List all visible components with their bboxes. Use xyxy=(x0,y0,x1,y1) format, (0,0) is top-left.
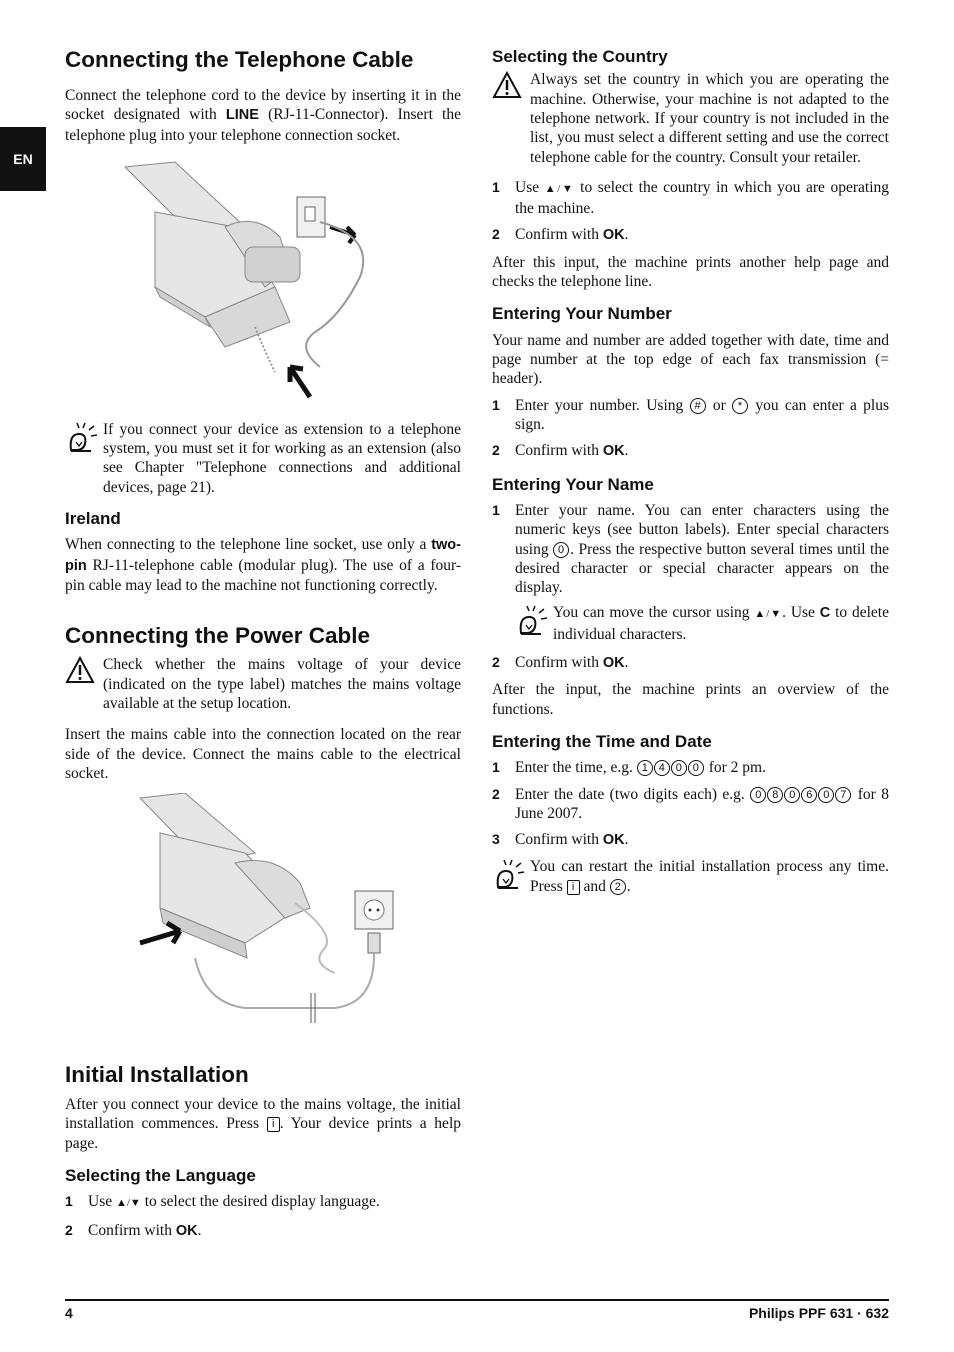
step-number: 1 xyxy=(492,396,500,413)
name-heading: Entering Your Name xyxy=(492,474,654,494)
digit-key: 0 xyxy=(818,787,834,803)
ireland-text-a: When connecting to the telephone line socket, use only a xyxy=(65,536,432,554)
step-text: Confirm with xyxy=(515,442,603,460)
left-column xyxy=(65,42,461,1241)
step-text: for 2 pm. xyxy=(704,759,766,777)
language-step-2 xyxy=(65,1221,461,1241)
step-text: Confirm with xyxy=(515,654,603,671)
step-text: . xyxy=(624,442,629,460)
power-cable-heading: Connecting the Power Cable xyxy=(65,623,371,649)
fax-telephone-image xyxy=(115,157,415,407)
ok-key-label: OK xyxy=(602,655,625,671)
digit-key: 0 xyxy=(784,787,800,803)
digit-key: 8 xyxy=(767,787,783,803)
c-key-label: C xyxy=(819,605,831,622)
digit-key: 7 xyxy=(835,787,851,803)
digit-key: 4 xyxy=(654,760,670,776)
digit-key: 2 xyxy=(610,879,626,895)
initial-installation-heading: Initial Installation xyxy=(65,1062,249,1088)
ireland-heading: Ireland xyxy=(65,509,121,529)
step-text: . xyxy=(624,654,629,671)
power-cable-illustration xyxy=(135,793,461,1028)
warning-triangle-icon xyxy=(492,70,530,166)
number-step-1 xyxy=(492,396,889,435)
warning-triangle-icon xyxy=(65,655,103,713)
star-key: * xyxy=(732,398,748,414)
note-text: You can restart the initial installation process any time. Press xyxy=(530,858,889,895)
step-text: . xyxy=(624,831,629,849)
step-text: you can enter a plus sign. xyxy=(515,396,889,433)
note-text: and xyxy=(579,877,610,895)
step-text: for 8 June 2007. xyxy=(515,785,889,822)
footer-rule xyxy=(65,1299,889,1301)
ireland-paragraph xyxy=(65,535,461,595)
tip-lightbulb-icon xyxy=(65,420,103,497)
step-number: 1 xyxy=(492,759,500,776)
power-warning xyxy=(65,655,461,713)
telephone-text-b: (RJ-11-Connector). Insert the telephone plug into your telephone connection socket. xyxy=(65,106,461,144)
arrow-keys-icon: ▲/▼ xyxy=(754,608,783,621)
step-text: to select the country in which you are operating the machine. xyxy=(515,178,890,218)
step-number: 3 xyxy=(492,831,500,848)
name-after-paragraph: After the input, the machine prints an overview of the functions. xyxy=(492,681,889,718)
digit-key: 6 xyxy=(801,787,817,803)
step-number: 2 xyxy=(492,654,500,670)
country-warning xyxy=(492,70,889,166)
country-after-paragraph: After this input, the machine prints another help page and checks the telephone line. xyxy=(492,253,889,291)
note-text: . xyxy=(626,877,631,895)
note-text: . Use xyxy=(782,604,820,622)
telephone-text-a: Connect the telephone cord to the device by inserting it in the socket designated with xyxy=(65,87,461,124)
digit-key: 0 xyxy=(688,760,704,776)
note-text: to delete individual characters. xyxy=(553,604,889,643)
digit-key: 1 xyxy=(637,760,653,776)
telephone-note xyxy=(65,420,461,497)
step-text: Enter your number. Using xyxy=(515,396,690,414)
step-number: 1 xyxy=(65,1193,73,1210)
language-heading: Selecting the Language xyxy=(65,1166,256,1186)
step-text: Enter your name. You can enter characters using the numeric keys (see button labels). Enter special characters using xyxy=(515,501,889,558)
two-pin-label: two-pin xyxy=(65,537,461,574)
hash-key: # xyxy=(690,398,706,414)
step-text: Confirm with xyxy=(88,1221,176,1239)
initial-text-a: After you connect your device to the mains voltage, the initial installation commences. Press xyxy=(65,1096,461,1133)
step-number: 2 xyxy=(492,785,500,802)
step-text: Enter the time, e.g. xyxy=(515,759,637,777)
time-date-heading: Entering the Time and Date xyxy=(492,731,712,751)
step-text: . xyxy=(197,1221,202,1239)
note-text: You can move the cursor using xyxy=(553,604,755,622)
telephone-cable-paragraph xyxy=(65,86,461,145)
step-text: . Press the respective button several times until the desired character or special character appears on the display. xyxy=(515,540,889,597)
number-step-2 xyxy=(492,441,889,461)
line-socket-label: LINE xyxy=(225,107,259,124)
tip-lightbulb-icon xyxy=(515,603,553,644)
step-text: Confirm with xyxy=(515,226,603,244)
product-name: Philips PPF 631 · 632 xyxy=(748,1305,889,1321)
country-step-1 xyxy=(492,178,889,219)
info-key: i xyxy=(267,1117,280,1132)
language-step-1 xyxy=(65,1192,461,1213)
step-number: 1 xyxy=(492,501,500,518)
zero-key: 0 xyxy=(553,542,569,558)
country-warning-text: Always set the country in which you are operating the machine. Otherwise, your machine is not adapted to the telephone network. If your country is not included in the list, you must select a different setting and use the correct telephone cable for the country. Consult your retailer. xyxy=(530,71,889,166)
telephone-cable-heading: Connecting the Telephone Cable xyxy=(65,47,414,72)
number-paragraph: Your name and number are added together with date, time and page number at the top edge of each fax transmission (= header). xyxy=(492,331,889,388)
ireland-text-b: RJ-11-telephone cable (modular plug). The use of a four-pin cable may lead to the machine not functioning correctly. xyxy=(65,556,461,595)
ok-key-label: OK xyxy=(175,1222,198,1239)
step-number: 1 xyxy=(492,178,500,195)
ok-key-label: OK xyxy=(602,443,625,460)
step-text: to select the desired display language. xyxy=(140,1193,380,1211)
name-step-1 xyxy=(492,501,889,597)
country-step-2 xyxy=(492,225,889,245)
arrow-keys-icon: ▲/▼ xyxy=(544,182,575,195)
number-heading: Entering Your Number xyxy=(492,304,672,324)
step-number: 2 xyxy=(492,442,500,459)
arrow-keys-icon: ▲/▼ xyxy=(115,1197,141,1210)
ok-key-label: OK xyxy=(602,832,625,849)
step-text: Enter the date (two digits each) e.g. xyxy=(515,785,751,803)
step-text: or xyxy=(706,396,733,414)
digit-key: 0 xyxy=(671,760,687,776)
time-step-3 xyxy=(492,830,889,850)
language-tab: EN xyxy=(0,127,46,191)
step-text: Confirm with xyxy=(515,831,603,849)
time-note xyxy=(492,857,889,896)
country-heading: Selecting the Country xyxy=(492,47,668,66)
right-column xyxy=(492,42,889,896)
ok-key-label: OK xyxy=(602,227,625,244)
power-warning-text: Check whether the mains voltage of your device (indicated on the type label) matches the mains voltage available at the setup location. xyxy=(103,656,461,712)
digit-key: 0 xyxy=(750,787,766,803)
initial-installation-paragraph xyxy=(65,1095,461,1153)
telephone-cable-illustration xyxy=(115,157,461,407)
tip-lightbulb-icon xyxy=(492,857,530,896)
step-text: Use xyxy=(515,178,545,196)
power-paragraph: Insert the mains cable into the connection located on the rear side of the device. Connect the mains cable to the electrical socket. xyxy=(65,726,461,782)
step-number: 2 xyxy=(492,226,500,243)
fax-power-image xyxy=(135,793,415,1028)
name-step-2 xyxy=(492,653,889,673)
time-step-2 xyxy=(492,785,889,824)
page-number: 4 xyxy=(65,1305,73,1321)
telephone-note-text: If you connect your device as extension to a telephone system, you must set it for working as an extension (also see Chapter "Telephone connections and additional devices, page 21). xyxy=(103,420,461,496)
step-text: Use xyxy=(88,1193,116,1211)
step-number: 2 xyxy=(65,1221,73,1238)
step-text: . xyxy=(624,226,629,244)
time-step-1 xyxy=(492,758,889,777)
initial-text-b: . Your device prints a help page. xyxy=(65,1115,461,1152)
info-key: i xyxy=(567,880,580,895)
name-note xyxy=(515,603,889,644)
